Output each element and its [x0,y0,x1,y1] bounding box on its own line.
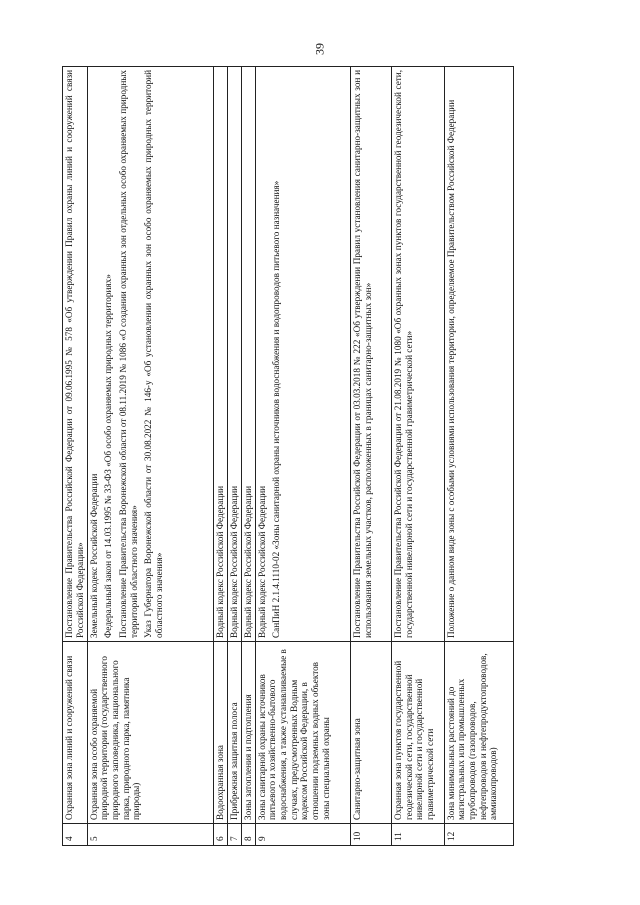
page-number-text: 39 [312,43,327,55]
row-number: 7 [227,824,241,846]
row-number: 5 [87,824,213,846]
table-row [351,67,392,846]
zone-name: Зона минимальных расстояний до магистральных или промышленных трубопроводов (газопроводов, нефтепроводов и нефтепродуктопроводов, аммиакопроводов) [444,642,513,824]
row-number: 10 [351,824,392,846]
zone-name: Охранная зона пунктов государственной геодезической сети, государственной нивелирной сети и государственной гравиметрической сети [391,642,444,824]
legal-doc: Водный кодекс Российской Федерации [228,485,239,638]
row-number: 9 [255,824,351,846]
legal-docs [63,67,88,642]
legal-doc: Федеральный закон от 14.03.1995 № 33-ФЗ «Об особо охраняемых природных территориях» [103,274,114,638]
table-row [444,67,513,846]
rotated-table-container [62,66,514,846]
legal-docs [255,67,351,642]
legal-doc: СанПиН 2.1.4.1110-02 «Зоны санитарной охраны источников водоснабжения и водопроводов питьевого назначения» [271,180,282,638]
row-number: 11 [391,824,444,846]
table-row [213,67,227,846]
legal-doc: Указ Губернатора Воронежской области от 30.08.2022 № 146-у «Об установлении охранных зон особо охраняемых природных территорий областного значения» [143,70,165,638]
table-row [241,67,255,846]
zone-name: Водоохранная зона [213,642,227,824]
legal-docs [87,67,213,642]
legal-doc: Постановление Правительства Российской Федерации от 09.06.1995 № 578 «Об утверждении Правил охраны линий и сооружений связи Российской Федерации» [64,70,85,638]
legal-doc: Постановление Правительства Российской Федерации от 21.08.2019 № 1080 «Об охранных зонах пунктов государственной геодезической сети, государственной нивелирной сети и государственной гравиметрической сети» [392,70,414,638]
legal-doc: Водный кодекс Российской Федерации [214,485,225,638]
table-row [391,67,444,846]
row-number: 6 [213,824,227,846]
legal-doc: Постановление Правительства Российской Федерации от 03.03.2018 № 222 «Об утверждении Правил установления санитарно-защитных зон и использования земельных участков, расположенных в границах санитарно-защитных зон» [352,70,373,638]
table-row [255,67,351,846]
legal-docs [391,67,444,642]
zone-name: Охранная зона линий и сооружений связи [63,642,88,824]
page-number [303,42,337,56]
row-number: 4 [63,824,88,846]
legal-doc: Постановление Правительства Воронежской области от 08.11.2019 № 1086 «О создании охранных зон отдельных особо охраняемых природных территорий областного значения» [118,70,139,638]
table-row [227,67,241,846]
legal-doc: Положение о данном виде зоны с особыми условиями использования территории, определяемое Правительством Российской Федерации [445,99,456,638]
legal-docs [241,67,255,642]
zone-name: Зоны санитарной охраны источников питьевого и хозяйственно-бытового водоснабжения, а также устанавливаемые в случаях, предусмотренных Водным кодексом Российской Федерации, в отношении подземных водных объектов зоны специальной охраны [255,642,351,824]
row-number: 8 [241,824,255,846]
zone-name: Зоны затопления и подтопления [241,642,255,824]
table-row [87,67,213,846]
legal-docs [444,67,513,642]
zone-name: Санитарно-защитная зона [351,642,392,824]
zone-name: Прибрежная защитная полоса [227,642,241,824]
row-number: 12 [444,824,513,846]
legal-docs [351,67,392,642]
legal-doc: Водный кодекс Российской Федерации [242,485,253,638]
legal-doc: Водный кодекс Российской Федерации [256,485,267,638]
legal-doc: Земельный кодекс Российской Федерации [88,473,99,638]
legal-docs [227,67,241,642]
legal-docs [213,67,227,642]
zone-name: Охранная зона особо охраняемой природной территории (государственного природного заповедника, национального парка, природного парка, памятника природы) [87,642,213,824]
table-row [63,67,88,846]
zones-legal-basis-table [62,66,514,846]
